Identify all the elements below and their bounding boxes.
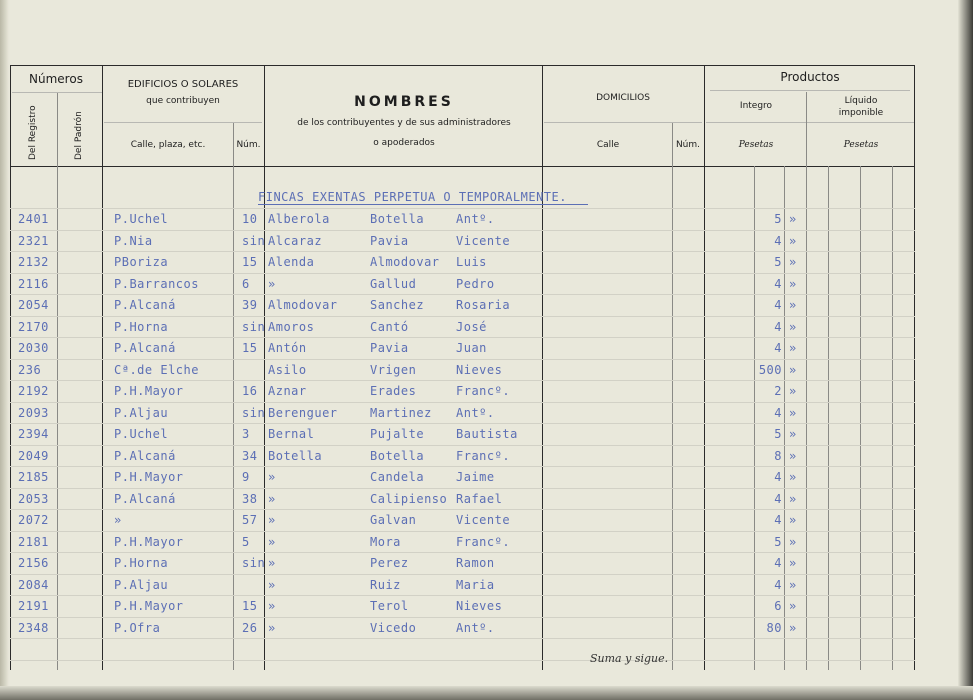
surname-2: Vicedo — [370, 620, 417, 635]
col-line — [672, 123, 673, 670]
registro-number: 2181 — [18, 534, 49, 549]
given-name: Bautista — [456, 427, 518, 441]
street-number: 9 — [242, 470, 250, 484]
surname-1: Almodovar — [268, 298, 338, 312]
row-rule — [10, 617, 915, 618]
surname-2: Pavia — [370, 233, 409, 248]
header-bottom-border — [10, 166, 915, 167]
surname-2: Erades — [370, 384, 417, 398]
page-edge — [958, 0, 973, 700]
registro-number: 2030 — [18, 341, 49, 355]
row-rule — [10, 466, 915, 467]
col-line — [806, 92, 807, 670]
col-line — [542, 65, 543, 670]
surname-1: Berenguer — [268, 405, 338, 420]
street-name: Cª.de Elche — [114, 362, 199, 377]
given-name: Pedro — [456, 276, 495, 291]
registro-number: 2185 — [18, 470, 49, 484]
cents-mark: » — [789, 577, 797, 592]
cents-mark: » — [789, 599, 797, 613]
cents-mark: » — [789, 276, 797, 291]
row-rule — [10, 273, 915, 274]
pesetas-amount: 4 — [774, 319, 782, 334]
surname-1: » — [268, 534, 276, 549]
cents-mark: » — [789, 319, 797, 334]
surname-2: Perez — [370, 556, 409, 570]
surname-1: Bernal — [268, 427, 315, 441]
pesetas-amount: 4 — [774, 233, 782, 248]
street-name: P.Alcaná — [114, 341, 176, 355]
street-name: P.Horna — [114, 319, 169, 334]
surname-2: Ruiz — [370, 577, 401, 592]
street-number: 5 — [242, 534, 250, 549]
registro-number: 2132 — [18, 255, 49, 269]
surname-2: Martinez — [370, 405, 432, 420]
pesetas-amount: 4 — [774, 341, 782, 355]
street-number: 6 — [242, 276, 250, 291]
row-rule — [10, 509, 915, 510]
num-heading: Núm. — [236, 140, 261, 150]
pesetas-amount: 2 — [774, 384, 782, 398]
cents-mark: » — [789, 534, 797, 549]
street-number: 34 — [242, 448, 258, 463]
row-rule — [10, 552, 915, 553]
registro-number: 2348 — [18, 620, 49, 635]
row-rule — [10, 337, 915, 338]
given-name: Francº. — [456, 448, 511, 463]
given-name: Vicente — [456, 233, 511, 248]
row-rule — [10, 294, 915, 295]
registro-number: 2170 — [18, 319, 49, 334]
row-rule — [10, 316, 915, 317]
cents-mark: » — [789, 470, 797, 484]
pesetas-amount: 4 — [774, 556, 782, 570]
cents-mark: » — [789, 341, 797, 355]
pesetas-amount: 6 — [774, 599, 782, 613]
integro-heading: Integro — [739, 101, 773, 111]
registro-number: 2156 — [18, 556, 49, 570]
pesetas-amount: 4 — [774, 577, 782, 592]
surname-1: Alenda — [268, 255, 315, 269]
pesetas-amount: 4 — [774, 491, 782, 506]
registro-number: 2116 — [18, 276, 49, 291]
dom-num-heading: Núm. — [675, 140, 701, 150]
numeros-heading: Números — [29, 72, 83, 86]
pesetas-amount: 5 — [774, 534, 782, 549]
row-rule — [10, 251, 915, 252]
pesetas-amount: 500 — [758, 362, 782, 377]
surname-2: Calipienso — [370, 491, 448, 506]
cents-mark: » — [789, 255, 797, 269]
edificios-subheading: que contribuyen — [146, 96, 220, 106]
row-rule — [10, 595, 915, 596]
pesetas-amount: 4 — [774, 470, 782, 484]
calle-plaza-heading: Calle, plaza, etc. — [130, 140, 206, 150]
book-binding — [0, 0, 8, 700]
surname-1: » — [268, 491, 276, 506]
pesetas-heading-2: Pesetas — [843, 140, 879, 150]
surname-2: Sanchez — [370, 298, 425, 312]
surname-1: Alberola — [268, 212, 330, 226]
pesetas-amount: 5 — [774, 427, 782, 441]
pesetas-amount: 5 — [774, 212, 782, 226]
registro-number: 2054 — [18, 298, 49, 312]
street-name: P.Barrancos — [114, 276, 199, 291]
registro-number: 2072 — [18, 513, 49, 527]
surname-1: Antón — [268, 341, 307, 355]
street-name: P.Horna — [114, 556, 169, 570]
street-number: 15 — [242, 599, 258, 613]
productos-divider — [710, 90, 910, 91]
given-name: Francº. — [456, 534, 511, 549]
registro-number: 2053 — [18, 491, 49, 506]
surname-1: » — [268, 577, 276, 592]
row-rule — [10, 445, 915, 446]
surname-2: Pujalte — [370, 427, 425, 441]
given-name: Antº. — [456, 405, 495, 420]
integro-divider — [706, 122, 914, 123]
street-number: sin — [242, 405, 266, 420]
pesetas-amount: 80 — [766, 620, 782, 635]
registro-number: 2394 — [18, 427, 49, 441]
given-name: Jaime — [456, 470, 495, 484]
row-rule — [10, 230, 915, 231]
surname-1: Asilo — [268, 362, 307, 377]
pesetas-amount: 4 — [774, 298, 782, 312]
street-name: P.Nia — [114, 233, 153, 248]
row-rule — [10, 208, 915, 209]
surname-2: Botella — [370, 448, 425, 463]
row-rule — [10, 574, 915, 575]
street-number: 38 — [242, 491, 258, 506]
nombres-subheading-2: o apoderados — [373, 138, 435, 148]
domicilios-heading: DOMICILIOS — [596, 93, 650, 103]
given-name: José — [456, 319, 487, 334]
street-name: P.Aljau — [114, 405, 169, 420]
surname-1: » — [268, 620, 276, 635]
nombres-heading: NOMBRES — [354, 94, 454, 110]
pesetas-amount: 4 — [774, 405, 782, 420]
cents-mark: » — [789, 427, 797, 441]
registro-number: 2049 — [18, 448, 49, 463]
row-rule — [10, 660, 915, 661]
street-name: PBoriza — [114, 255, 169, 269]
street-name: P.H.Mayor — [114, 384, 184, 398]
domicilios-divider — [544, 122, 702, 123]
surname-2: Cantó — [370, 319, 409, 334]
surname-2: Galvan — [370, 513, 417, 527]
page-bottom-edge — [0, 686, 973, 700]
street-number: 15 — [242, 255, 258, 269]
table-top-border — [10, 65, 915, 66]
cents-mark: » — [789, 405, 797, 420]
given-name: Rafael — [456, 491, 503, 506]
surname-2: Vrigen — [370, 362, 417, 377]
street-name: P.Uchel — [114, 212, 169, 226]
street-number: 3 — [242, 427, 250, 441]
pesetas-amount: 5 — [774, 255, 782, 269]
cents-mark: » — [789, 556, 797, 570]
col-line — [704, 65, 705, 670]
pesetas-heading: Pesetas — [738, 140, 774, 150]
col-line — [233, 123, 234, 670]
surname-2: Pavia — [370, 341, 409, 355]
street-name: P.H.Mayor — [114, 599, 184, 613]
street-name: P.Alcaná — [114, 448, 176, 463]
given-name: Ramon — [456, 556, 495, 570]
row-rule — [10, 423, 915, 424]
given-name: Rosaria — [456, 298, 511, 312]
cents-mark: » — [789, 620, 797, 635]
col-line — [57, 93, 58, 670]
street-name: P.Ofra — [114, 620, 161, 635]
registro-number: 236 — [18, 362, 42, 377]
street-name: P.Alcaná — [114, 491, 176, 506]
surname-1: » — [268, 276, 276, 291]
street-name: P.Uchel — [114, 427, 169, 441]
surname-1: » — [268, 556, 276, 570]
surname-2: Botella — [370, 212, 425, 226]
registro-number: 2321 — [18, 233, 49, 248]
col-line — [914, 65, 915, 670]
edificios-divider — [104, 122, 262, 123]
dom-calle-heading: Calle — [596, 140, 620, 150]
given-name: Nieves — [456, 599, 503, 613]
cents-mark: » — [789, 448, 797, 463]
given-name: Francº. — [456, 384, 511, 398]
street-name: P.Aljau — [114, 577, 169, 592]
edificios-heading: EDIFICIOS O SOLARES — [127, 79, 239, 90]
row-rule — [10, 402, 915, 403]
cents-mark: » — [789, 298, 797, 312]
cents-mark: » — [789, 362, 797, 377]
del-padron-heading: Del Padrón — [74, 111, 84, 160]
cents-mark: » — [789, 384, 797, 398]
surname-1: Aznar — [268, 384, 307, 398]
given-name: Vicente — [456, 513, 511, 527]
pesetas-amount: 8 — [774, 448, 782, 463]
given-name: Antº. — [456, 212, 495, 226]
street-name: » — [114, 513, 122, 527]
surname-1: Botella — [268, 448, 323, 463]
col-line — [102, 65, 103, 670]
nombres-subheading: de los contribuyentes y de sus administradores — [297, 118, 511, 128]
given-name: Luis — [456, 255, 487, 269]
section-title: FINCAS EXENTAS PERPETUA O TEMPORALMENTE. — [258, 190, 588, 205]
pesetas-amount: 4 — [774, 513, 782, 527]
surname-1: Amoros — [268, 319, 315, 334]
suma-y-sigue: Suma y sigue. — [590, 652, 669, 665]
street-number: sin — [242, 556, 266, 570]
row-rule — [10, 531, 915, 532]
surname-1: » — [268, 599, 276, 613]
liquido-heading: Líquido — [844, 96, 878, 106]
imponible-heading: imponible — [838, 108, 884, 118]
street-number: 26 — [242, 620, 258, 635]
cents-mark: » — [789, 513, 797, 527]
street-number: sin — [242, 233, 266, 248]
surname-2: Gallud — [370, 276, 417, 291]
cents-mark: » — [789, 212, 797, 226]
street-number: 57 — [242, 513, 258, 527]
row-rule — [10, 359, 915, 360]
street-name: P.Alcaná — [114, 298, 176, 312]
street-name: P.H.Mayor — [114, 534, 184, 549]
surname-2: Mora — [370, 534, 401, 549]
surname-1: Alcaraz — [268, 233, 323, 248]
registro-number: 2093 — [18, 405, 49, 420]
productos-heading: Productos — [780, 70, 840, 84]
row-rule — [10, 638, 915, 639]
surname-1: » — [268, 513, 276, 527]
surname-2: Almodovar — [370, 255, 440, 269]
registro-number: 2191 — [18, 599, 49, 613]
given-name: Juan — [456, 341, 487, 355]
cents-mark: » — [789, 233, 797, 248]
street-number: 15 — [242, 341, 258, 355]
col-line — [10, 65, 11, 670]
surname-2: Candela — [370, 470, 425, 484]
street-number: 16 — [242, 384, 258, 398]
surname-2: Terol — [370, 599, 409, 613]
street-number: 39 — [242, 298, 258, 312]
street-name: P.H.Mayor — [114, 470, 184, 484]
given-name: Nieves — [456, 362, 503, 377]
registro-number: 2084 — [18, 577, 49, 592]
cents-mark: » — [789, 491, 797, 506]
street-number: sin — [242, 319, 266, 334]
given-name: Maria — [456, 577, 495, 592]
street-number: 10 — [242, 212, 258, 226]
given-name: Antº. — [456, 620, 495, 635]
col-line — [264, 65, 265, 670]
surname-1: » — [268, 470, 276, 484]
registro-number: 2401 — [18, 212, 49, 226]
registro-number: 2192 — [18, 384, 49, 398]
del-registro-heading: Del Registro — [28, 105, 38, 160]
pesetas-amount: 4 — [774, 276, 782, 291]
row-rule — [10, 488, 915, 489]
row-rule — [10, 380, 915, 381]
